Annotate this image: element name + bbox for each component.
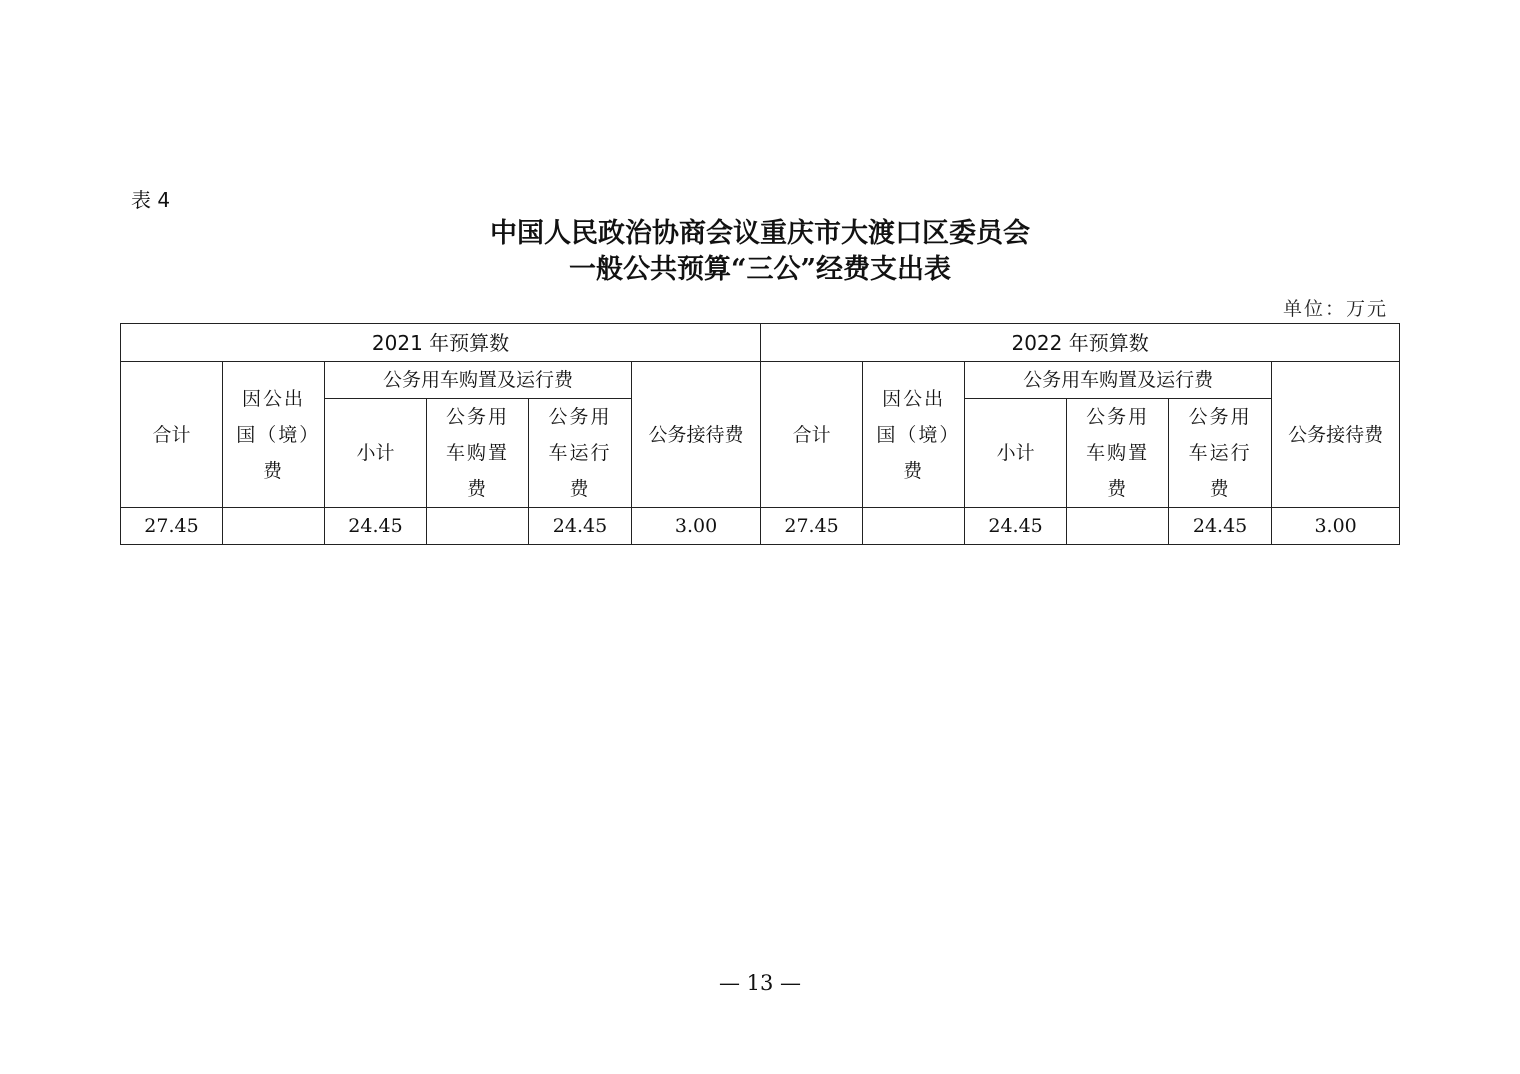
cell-subtotal-2021: 24.45 xyxy=(325,508,427,545)
header-overseas-2021 xyxy=(223,362,325,508)
header-vehicle-purchase-2021 xyxy=(427,399,529,508)
page-subtitle: 一般公共预算“三公”经费支出表 xyxy=(568,254,952,285)
header-reception-2021: 公务接待费 xyxy=(632,362,761,508)
header-reception-2022: 公务接待费 xyxy=(1272,362,1400,508)
table-row xyxy=(121,508,1400,545)
cell-overseas-2021 xyxy=(223,508,325,545)
table-row xyxy=(121,324,1400,362)
header-subtotal-2022: 小计 xyxy=(965,399,1067,508)
cell-reception-2021: 3.00 xyxy=(632,508,761,545)
header-vehicle-operation-label: 公务用车运行费 xyxy=(548,406,612,500)
cell-total-2021: 27.45 xyxy=(121,508,223,545)
header-total-2022: 合计 xyxy=(761,362,863,508)
table-row xyxy=(121,362,1400,399)
header-vehicle-group-2021: 公务用车购置及运行费 xyxy=(325,362,632,399)
table-label: 表 4 xyxy=(131,188,171,212)
unit-label: 单位：万元 xyxy=(1282,298,1388,320)
cell-total-2022: 27.45 xyxy=(761,508,863,545)
header-vehicle-group-2022: 公务用车购置及运行费 xyxy=(965,362,1272,399)
cell-reception-2022: 3.00 xyxy=(1272,508,1400,545)
header-subtotal-2021: 小计 xyxy=(325,399,427,508)
year-2021-header: 2021 年预算数 xyxy=(121,324,761,362)
header-overseas-label: 因公出国（境）费 xyxy=(876,387,951,482)
cell-vehicle-purchase-2021 xyxy=(427,508,529,545)
header-vehicle-operation-2022 xyxy=(1169,399,1272,508)
year-2022-header: 2022 年预算数 xyxy=(761,324,1400,362)
cell-vehicle-operation-2021: 24.45 xyxy=(529,508,632,545)
header-overseas-2022 xyxy=(863,362,965,508)
cell-subtotal-2022: 24.45 xyxy=(965,508,1067,545)
budget-table xyxy=(120,323,1400,545)
header-vehicle-purchase-label: 公务用车购置费 xyxy=(1086,406,1150,500)
header-vehicle-purchase-label: 公务用车购置费 xyxy=(445,406,509,500)
page-title: 中国人民政治协商会议重庆市大渡口区委员会 xyxy=(490,218,1030,249)
header-vehicle-operation-label: 公务用车运行费 xyxy=(1188,406,1252,500)
cell-vehicle-purchase-2022 xyxy=(1067,508,1169,545)
page-number: — 13 — xyxy=(718,971,802,995)
cell-vehicle-operation-2022: 24.45 xyxy=(1169,508,1272,545)
header-vehicle-purchase-2022 xyxy=(1067,399,1169,508)
header-overseas-label: 因公出国（境）费 xyxy=(236,387,311,482)
header-vehicle-operation-2021 xyxy=(529,399,632,508)
header-total-2021: 合计 xyxy=(121,362,223,508)
cell-overseas-2022 xyxy=(863,508,965,545)
